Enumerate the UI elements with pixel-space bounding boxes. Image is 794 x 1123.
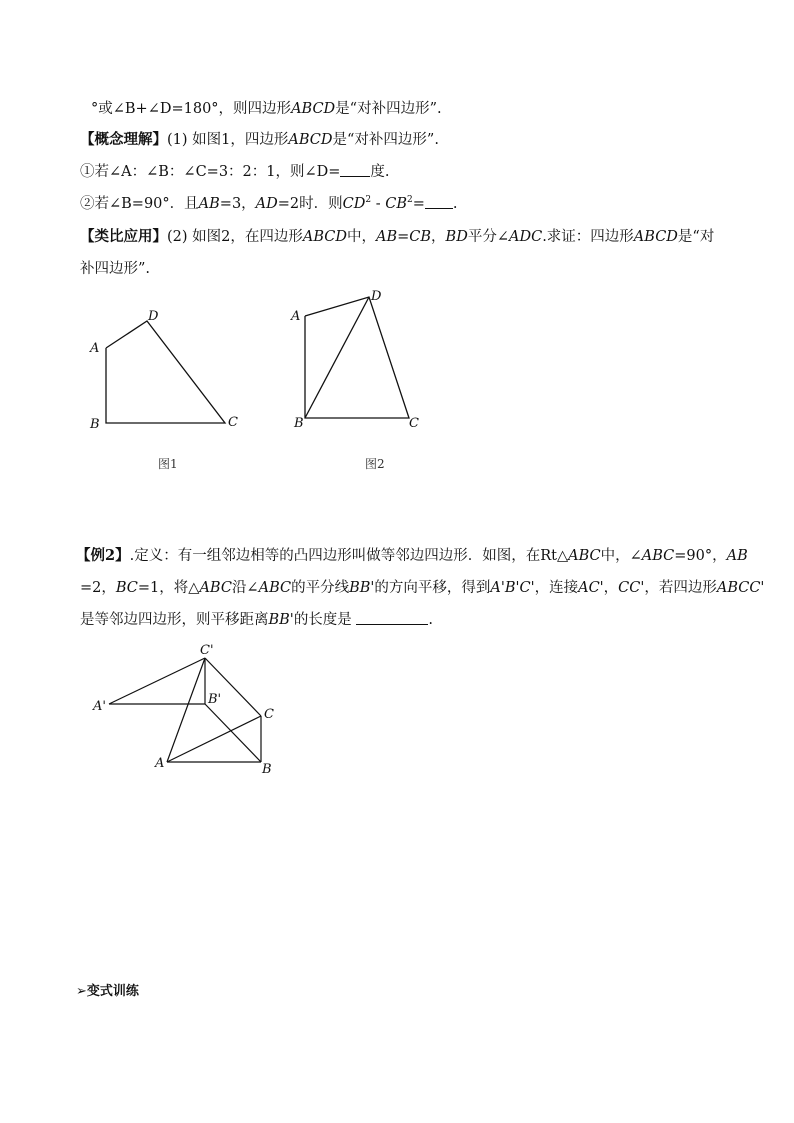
fig1-label-d: D [148, 309, 159, 324]
fig3-segment-cc1 [205, 658, 261, 716]
answer-blank-bb[interactable] [356, 610, 428, 625]
example-2-line-2: =2，BC=1，将△ABC沿∠ABC的平分线BB'的方向平移，得到A'B'C'，连接AC'，CC'，若四边形ABCC' [80, 580, 765, 596]
answer-blank-d[interactable] [340, 162, 370, 177]
text-line-concept: 【概念理解】(1) 如图1，四边形ABCD是“对补四边形”. [80, 131, 439, 148]
text-line-6: 补四边形”. [80, 261, 151, 277]
fig2-diagonal-bd [305, 297, 369, 418]
arrow-icon: ➢ [76, 984, 87, 999]
text-line-1: °或∠B+∠D=180°，则四边形ABCD是“对补四边形”. [91, 101, 442, 117]
fig1-caption: 图1 [158, 457, 178, 471]
fig1-label-b: B [90, 417, 100, 432]
fig2-label-d: D [371, 289, 382, 304]
fig3-label-c1: C' [200, 643, 214, 658]
text-line-analogy: 【类比应用】(2) 如图2，在四边形ABCD中，AB=CB，BD平分∠ADC.求证：四边形ABCD是“对 [80, 228, 715, 245]
analogy-heading: 【类比应用】 [80, 228, 167, 245]
fig3-segment-bb1 [205, 704, 261, 762]
fig2-caption: 图2 [365, 457, 385, 471]
fig2-label-b: B [294, 416, 304, 431]
fig1-label-c: C [228, 415, 238, 430]
fig2-label-a: A [291, 309, 301, 324]
concept-heading: 【概念理解】 [80, 131, 167, 148]
variant-training-heading: ➢变式训练 [76, 984, 139, 999]
fig3-label-c: C [264, 707, 274, 722]
question-2: ②若∠B=90°．且AB=3，AD=2时．则$CD^2 - CB^2=$ . [80, 195, 458, 212]
example-2-heading: 【例2】 [76, 547, 130, 564]
fig2-quadrilateral [305, 297, 409, 418]
fig3-label-a: A [155, 756, 165, 771]
example-2-line-3: 是等邻边四边形，则平移距离BB'的长度是 . [80, 612, 434, 628]
fig3-label-b: B [262, 762, 272, 777]
answer-blank-cd-cb[interactable] [425, 194, 453, 209]
fig1-quadrilateral [106, 321, 225, 423]
fig3-label-b1: B' [208, 692, 222, 707]
fig1-label-a: A [90, 341, 100, 356]
example-2-line-1: 【例2】.定义：有一组邻边相等的凸四边形叫做等邻边四边形．如图，在Rt△ABC中，∠ABC=90°，AB [76, 547, 748, 564]
figure-1 [80, 300, 260, 480]
fig2-label-c: C [409, 416, 419, 431]
question-1: ①若∠A：∠B：∠C=3：2：1，则∠D= 度. [80, 164, 390, 180]
fig3-label-a1: A' [93, 699, 106, 714]
figure-3 [85, 640, 285, 785]
figure-2 [285, 285, 435, 480]
